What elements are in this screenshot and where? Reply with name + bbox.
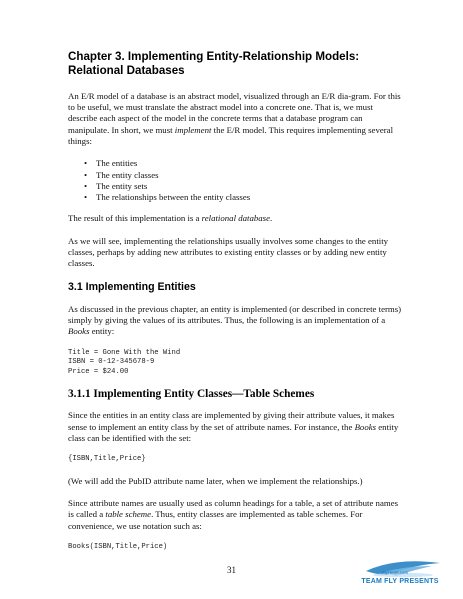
books-entity-code xyxy=(68,349,403,378)
s311-p1-text-a: Since the entities in an entity class are implemented by giving their attribute values, it makes sense to implement an entity class by the set of attribute names. For instance, the xyxy=(68,410,395,432)
list-item: • The entity sets xyxy=(96,181,403,192)
s311-p1-emphasis: Books xyxy=(354,421,377,432)
page-number: 31 xyxy=(227,565,236,575)
section-3-1-heading: 3.1 Implementing Entities xyxy=(68,280,196,293)
intro-p2-text-a: The result of this implementation is a xyxy=(68,213,202,224)
intro-paragraph-1 xyxy=(68,91,403,147)
intro-p1-text-b: the E/R model. This requires implementing several things: xyxy=(68,124,394,146)
attribute-set-code: {ISBN,Title,Price} xyxy=(68,455,146,464)
intro-paragraph-3: As we will see, implementing the relationships usually involves some changes to the entity classes, perhaps by adding new attributes to existing entity classes or by adding new entity classes. xyxy=(68,235,389,269)
s311-p1-text-b: entity class can be identified with the set: xyxy=(68,421,399,443)
chapter-title: Chapter 3. Implementing Entity-Relationship Models: Relational Databases xyxy=(68,50,360,78)
code-line: Title = Gone With the Wind xyxy=(68,348,181,357)
s311-p3-text-b: . Thus, entity classes are implemented as table schemes. For convenience, we use notation such as: xyxy=(68,509,363,531)
intro-p2-emphasis: relational database xyxy=(201,213,270,224)
code-line: Price = $24.00 xyxy=(68,367,129,376)
s31-p1-text-a: As discussed in the previous chapter, an entity is implemented (or described in concrete terms) simply by giving the values of its attributes. Thus, the following is an implementation of a xyxy=(68,303,402,325)
section-3-1-1-paragraph-3 xyxy=(68,498,403,532)
s31-p1-emphasis: Books xyxy=(68,326,90,337)
logo-site-text: FlyHeart.com xyxy=(382,570,409,575)
s311-p3-text-a: Since attribute names are usually used as column headings for a table, a set of attribute names is called a xyxy=(68,498,399,520)
table-scheme-code: Books(ISBN,Title,Price) xyxy=(68,543,168,552)
code-line: ISBN = 0-12-345678-9 xyxy=(68,358,155,367)
s311-p3-emphasis: table scheme xyxy=(105,509,152,520)
implementation-list xyxy=(68,158,403,203)
logo-text: TEAM FLY PRESENTS xyxy=(361,578,439,585)
section-3-1-1-paragraph-1 xyxy=(68,410,403,444)
section-3-1-paragraph xyxy=(68,304,403,338)
list-item: • The entity classes xyxy=(96,170,403,181)
section-3-1-1-paragraph-2: (We will add the PubID attribute name later, when we implement the relationships.) xyxy=(68,475,363,486)
list-item: • The relationships between the entity classes xyxy=(96,192,403,203)
intro-paragraph-2 xyxy=(68,213,403,224)
intro-p1-emphasis: implement xyxy=(174,124,212,135)
intro-p1-text-a: An E/R model of a database is an abstract model, visualized through an E/R dia-gram. For this to be useful, we must translate the abstract model into a concrete one. That is, we must describe each aspect of the model in the concrete terms that a database program can manipulate. In short, we must xyxy=(68,90,401,135)
section-3-1-1-heading: 3.1.1 Implementing Entity Classes—Table Schemes xyxy=(68,388,315,401)
s31-p1-text-b: entity: xyxy=(89,326,115,337)
intro-p2-text-b: . xyxy=(269,213,273,224)
page-content xyxy=(68,50,403,564)
list-item: • The entities xyxy=(96,158,403,169)
